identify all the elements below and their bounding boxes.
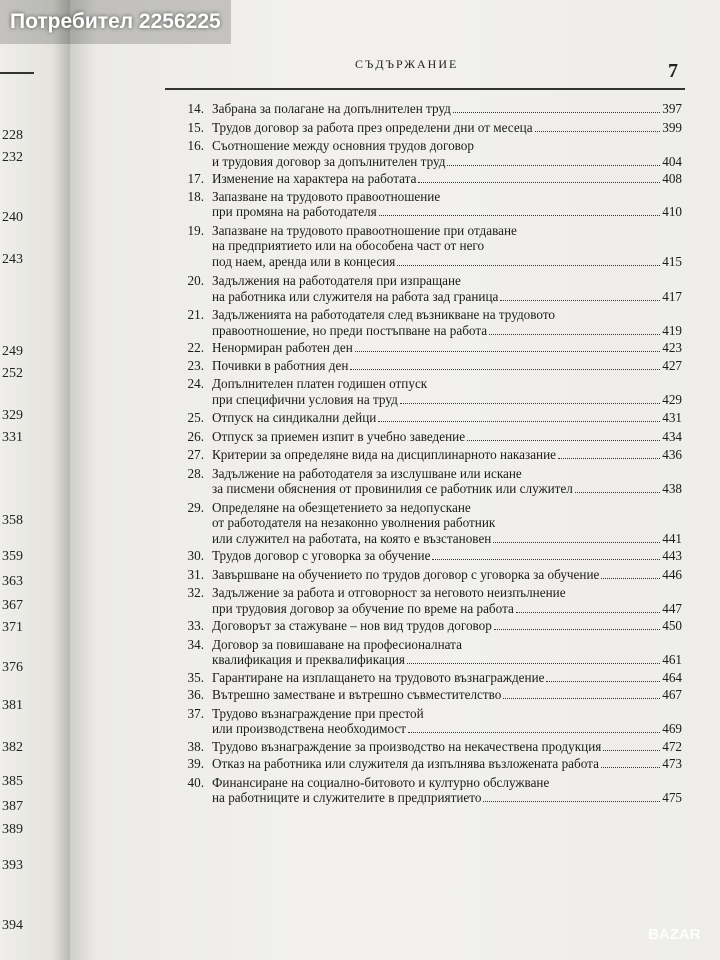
toc-entry-title-line: Трудово възнаграждение при престой xyxy=(212,705,424,721)
toc-entry-page: 464 xyxy=(662,669,682,685)
left-page-number: 394 xyxy=(2,918,23,933)
left-page-edge xyxy=(0,0,70,960)
toc-dot-leader xyxy=(355,351,660,352)
toc-entry xyxy=(180,466,682,497)
toc-entry-last-line xyxy=(212,171,682,187)
toc-entry-number: 21. xyxy=(187,307,204,322)
toc-entry-title-line: квалификация и преквалификация xyxy=(212,652,405,667)
toc-entry xyxy=(180,637,682,668)
left-page-number: 376 xyxy=(2,660,23,675)
left-page-number: 252 xyxy=(2,366,23,381)
toc-entry-title-line: Трудово възнаграждение за производство на некачествена продукция xyxy=(212,738,602,754)
toc-entry-page: 434 xyxy=(662,428,682,444)
toc-entry xyxy=(180,775,682,806)
toc-entry-page: 469 xyxy=(662,721,682,736)
toc-entry-page: 436 xyxy=(662,447,682,462)
toc-entry-title-line: Вътрешно заместване и вътрешно съвместителство xyxy=(212,687,502,702)
toc-entry-number: 19. xyxy=(187,222,204,238)
toc-entry-number: 15. xyxy=(187,119,204,135)
toc-entry-title-line: Съотношение между основния трудов договор xyxy=(212,138,474,153)
toc-entry-number: 37. xyxy=(187,705,204,721)
toc-entry-title-line: на работниците и служителите в предприятието xyxy=(212,790,482,805)
toc-entry-title-line: при трудовия договор за обучение по време на работа xyxy=(212,600,514,616)
left-page-number: 363 xyxy=(2,574,23,589)
toc-entry-page: 397 xyxy=(662,101,682,116)
toc-entry-last-line xyxy=(212,410,682,426)
toc-entry-title-line: Задължения на работодателя при изпращане xyxy=(212,273,461,288)
toc-entry-title-line: Трудов договор с уговорка за обучение xyxy=(212,548,431,563)
toc-entry-page: 450 xyxy=(662,618,682,633)
toc-entry-number: 32. xyxy=(187,585,204,600)
left-page-number: 249 xyxy=(2,344,23,359)
toc-entry-title-line: Почивки в работния ден xyxy=(212,357,349,373)
toc-entry xyxy=(180,358,682,374)
toc-dot-leader xyxy=(493,542,660,543)
toc-entry-title-line: Гарантиране на изплащането на трудовото възнаграждение xyxy=(212,669,545,685)
toc-entry-page: 399 xyxy=(662,119,682,135)
toc-entry-title-line: Задължение за работа и отговорност за неговото неизпълнение xyxy=(212,585,566,600)
toc-dot-leader xyxy=(378,421,660,422)
toc-entry-last-line xyxy=(212,739,682,755)
toc-entry-page: 438 xyxy=(662,481,682,496)
left-page-number: 387 xyxy=(2,799,23,814)
toc-entry-title-line: или производствена необходимост xyxy=(212,721,407,736)
toc-entry-last-line xyxy=(212,721,682,737)
toc-entry-number: 16. xyxy=(187,138,204,153)
toc-entry-page: 408 xyxy=(662,171,682,186)
toc-entry-page: 404 xyxy=(662,153,682,169)
book-page xyxy=(70,0,720,960)
toc-entry-title-line: Договорът за стажуване – нов вид трудов договор xyxy=(212,618,492,633)
toc-entry xyxy=(180,223,682,270)
toc-entry-title-line: от работодателя на незаконно уволнения работник xyxy=(212,515,496,530)
toc-entry-last-line xyxy=(212,204,682,220)
left-page-number: 393 xyxy=(2,858,23,873)
toc-entry xyxy=(180,171,682,187)
toc-entry-last-line xyxy=(212,120,682,136)
toc-entry-last-line xyxy=(212,670,682,686)
toc-entry-number: 34. xyxy=(187,636,204,652)
toc-entry xyxy=(180,447,682,463)
toc-entry-title-line: Отказ на работника или служителя да изпълнява възложената работа xyxy=(212,756,599,771)
toc-entry-page: 472 xyxy=(662,738,682,754)
toc-entry-last-line xyxy=(212,481,682,497)
toc-entry-page: 431 xyxy=(662,410,682,425)
toc-entry-number: 31. xyxy=(187,566,204,582)
toc-entry xyxy=(180,138,682,169)
toc-dot-leader xyxy=(494,629,660,630)
toc-entry xyxy=(180,739,682,755)
toc-entry-number: 14. xyxy=(187,101,204,116)
toc-dot-leader xyxy=(516,612,660,613)
left-page-number: 367 xyxy=(2,598,23,613)
toc-dot-leader xyxy=(503,698,660,699)
toc-entry-number: 30. xyxy=(187,548,204,563)
toc-entry xyxy=(180,340,682,356)
toc-entry-last-line xyxy=(212,101,682,117)
toc-entry-page: 415 xyxy=(662,253,682,269)
toc-entry-last-line xyxy=(212,531,682,547)
toc-entry-title-line: Завършване на обучението по трудов договор с уговорка за обучение xyxy=(212,566,600,582)
toc-dot-leader xyxy=(432,559,660,560)
toc-entry-page: 423 xyxy=(662,340,682,355)
toc-dot-leader xyxy=(418,182,660,183)
toc-entry-page: 446 xyxy=(662,566,682,582)
toc-entry-last-line xyxy=(212,447,682,463)
toc-entry xyxy=(180,706,682,737)
toc-entry-number: 38. xyxy=(187,738,204,754)
toc-entry-title-line: Критерии за определяне вида на дисциплинарното наказание xyxy=(212,447,557,462)
left-page-number: 243 xyxy=(2,252,23,267)
toc-entry-page: 467 xyxy=(662,687,682,702)
toc-entry-number: 26. xyxy=(187,428,204,444)
toc-entry-page: 410 xyxy=(662,204,682,219)
header-rule xyxy=(165,88,685,90)
toc-entry-number: 36. xyxy=(187,687,204,702)
toc-entry-page: 427 xyxy=(662,357,682,373)
toc-entry-number: 33. xyxy=(187,618,204,633)
left-page-number: 331 xyxy=(2,430,23,445)
toc-entry-last-line xyxy=(212,790,682,806)
toc-entry-title-line: под наем, аренда или в концесия xyxy=(212,253,396,269)
toc-entry xyxy=(180,756,682,772)
toc-entry-title-line: Запазване на трудовото правоотношение при отдаване xyxy=(212,222,517,238)
toc-entry-last-line xyxy=(212,340,682,356)
toc-entry-title-line: Запазване на трудовото правоотношение xyxy=(212,188,441,204)
toc-dot-leader xyxy=(397,265,660,266)
toc-entry-number: 22. xyxy=(187,340,204,355)
toc-entry-last-line xyxy=(212,687,682,703)
toc-entry-title-line: при промяна на работодателя xyxy=(212,204,377,219)
toc-entry-last-line xyxy=(212,289,682,305)
left-page-number: 240 xyxy=(2,210,23,225)
toc-entry xyxy=(180,120,682,136)
toc-dot-leader xyxy=(489,334,660,335)
toc-entry-title-line: Ненормиран работен ден xyxy=(212,340,353,355)
toc-dot-leader xyxy=(467,440,660,441)
toc-entry-last-line xyxy=(212,652,682,668)
toc-entry-title-line: на работника или служителя на работа зад граница xyxy=(212,288,499,304)
toc-entry xyxy=(180,687,682,703)
toc-entry-title-line: Трудов договор за работа през определени дни от месеца xyxy=(212,119,533,135)
toc-entry xyxy=(180,376,682,407)
left-page-number: 228 xyxy=(2,128,23,143)
toc-entry-last-line xyxy=(212,756,682,772)
toc-entry-title-line: Финансиране на социално-битовото и културно обслужване xyxy=(212,774,550,790)
toc-entry-page: 447 xyxy=(662,600,682,616)
left-page-number: 232 xyxy=(2,150,23,165)
toc-dot-leader xyxy=(546,681,660,682)
left-page-number: 381 xyxy=(2,698,23,713)
toc-entry-last-line xyxy=(212,323,682,339)
left-page-rule xyxy=(0,72,34,74)
toc-entry-number: 25. xyxy=(187,410,204,425)
toc-dot-leader xyxy=(558,458,660,459)
toc-entry-number: 17. xyxy=(187,171,204,186)
toc-dot-leader xyxy=(603,750,660,751)
toc-dot-leader xyxy=(350,369,660,370)
toc-dot-leader xyxy=(535,131,661,132)
toc-entry-title-line: Договор за повишаване на професионалната xyxy=(212,636,462,652)
toc-entry-page: 419 xyxy=(662,322,682,338)
toc-entry-title-line: Изменение на характера на работата xyxy=(212,171,417,186)
toc-entry-page: 461 xyxy=(662,652,682,667)
toc-entry-title-line: Задължение на работодателя за изслушване или искане xyxy=(212,465,522,481)
toc-entry-page: 429 xyxy=(662,391,682,407)
toc-dot-leader xyxy=(601,578,660,579)
toc-entry xyxy=(180,670,682,686)
toc-entry xyxy=(180,618,682,634)
toc-entry xyxy=(180,189,682,220)
toc-entry-number: 28. xyxy=(187,465,204,481)
toc-dot-leader xyxy=(601,767,660,768)
toc-entry-page: 443 xyxy=(662,548,682,563)
toc-entry-last-line xyxy=(212,567,682,583)
left-page-number: 389 xyxy=(2,822,23,837)
toc-dot-leader xyxy=(407,663,660,664)
toc-entry-title-line: за писмени обяснения от провинилия се работник или служител xyxy=(212,481,573,496)
toc-entry-last-line xyxy=(212,358,682,374)
toc-entry xyxy=(180,410,682,426)
toc-entry-number: 20. xyxy=(187,273,204,288)
toc-entry-number: 40. xyxy=(187,774,204,790)
toc-entry-page: 441 xyxy=(662,530,682,546)
toc-dot-leader xyxy=(447,165,660,166)
toc-entry-title-line: на предприятието или на обособена част от него xyxy=(212,238,485,253)
toc-entry-number: 24. xyxy=(187,376,204,391)
toc-entry-last-line xyxy=(212,392,682,408)
running-head: СЪДЪРЖАНИЕ xyxy=(355,57,459,71)
toc-entry-title-line: Допълнителен платен годишен отпуск xyxy=(212,376,428,391)
toc-entry-title-line: правоотношение, но преди постъпване на работа xyxy=(212,322,488,338)
toc-entry-last-line xyxy=(212,548,682,564)
toc-entry-page: 473 xyxy=(662,756,682,771)
toc-dot-leader xyxy=(483,801,660,802)
toc-dot-leader xyxy=(408,732,660,733)
toc-entry-title-line: Отпуск на синдикални дейци xyxy=(212,410,377,425)
page-number: 7 xyxy=(668,60,678,82)
toc-entry-number: 23. xyxy=(187,357,204,373)
toc-entry-number: 29. xyxy=(187,499,204,515)
toc-entry-title-line: при специфични условия на труд xyxy=(212,391,398,407)
toc-dot-leader xyxy=(379,215,661,216)
left-page-number: 385 xyxy=(2,774,23,789)
toc-entry-title-line: и трудовия договор за допълнителен труд xyxy=(212,153,446,169)
toc-entry-page: 417 xyxy=(662,288,682,304)
left-page-number: 359 xyxy=(2,549,23,564)
toc-entry xyxy=(180,273,682,304)
toc-entry-last-line xyxy=(212,618,682,634)
left-page-number: 371 xyxy=(2,620,23,635)
toc-entry-last-line xyxy=(212,254,682,270)
user-watermark: Потребител 2256225 xyxy=(0,0,231,44)
toc-dot-leader xyxy=(500,300,660,301)
toc-entry-title-line: или служител на работата, на която е възстановен xyxy=(212,530,492,546)
toc-dot-leader xyxy=(575,492,660,493)
table-of-contents xyxy=(180,98,682,806)
left-page-number: 329 xyxy=(2,408,23,423)
toc-entry-last-line xyxy=(212,429,682,445)
toc-entry xyxy=(180,500,682,547)
toc-entry-title-line: Забрана за полагане на допълнителен труд xyxy=(212,101,451,116)
toc-dot-leader xyxy=(400,403,660,404)
toc-entry-last-line xyxy=(212,601,682,617)
toc-entry xyxy=(180,548,682,564)
toc-entry-page: 475 xyxy=(662,790,682,805)
toc-entry-title-line: Определяне на обезщетението за недопускане xyxy=(212,499,471,515)
toc-entry-number: 35. xyxy=(187,669,204,685)
toc-entry-number: 27. xyxy=(187,447,204,462)
left-page-number: 358 xyxy=(2,513,23,528)
toc-entry-title-line: Задълженията на работодателя след възникване на трудовото xyxy=(212,307,556,322)
toc-entry xyxy=(180,585,682,616)
left-page-number: 382 xyxy=(2,740,23,755)
toc-entry xyxy=(180,429,682,445)
toc-entry-title-line: Отпуск за приемен изпит в учебно заведение xyxy=(212,428,466,444)
toc-entry xyxy=(180,567,682,583)
toc-entry xyxy=(180,101,682,117)
toc-entry-number: 18. xyxy=(187,188,204,204)
toc-dot-leader xyxy=(453,112,660,113)
toc-entry xyxy=(180,307,682,338)
toc-entry-last-line xyxy=(212,154,682,170)
bazar-logo-icon: BAZAR xyxy=(648,926,701,943)
toc-entry-number: 39. xyxy=(187,756,204,771)
